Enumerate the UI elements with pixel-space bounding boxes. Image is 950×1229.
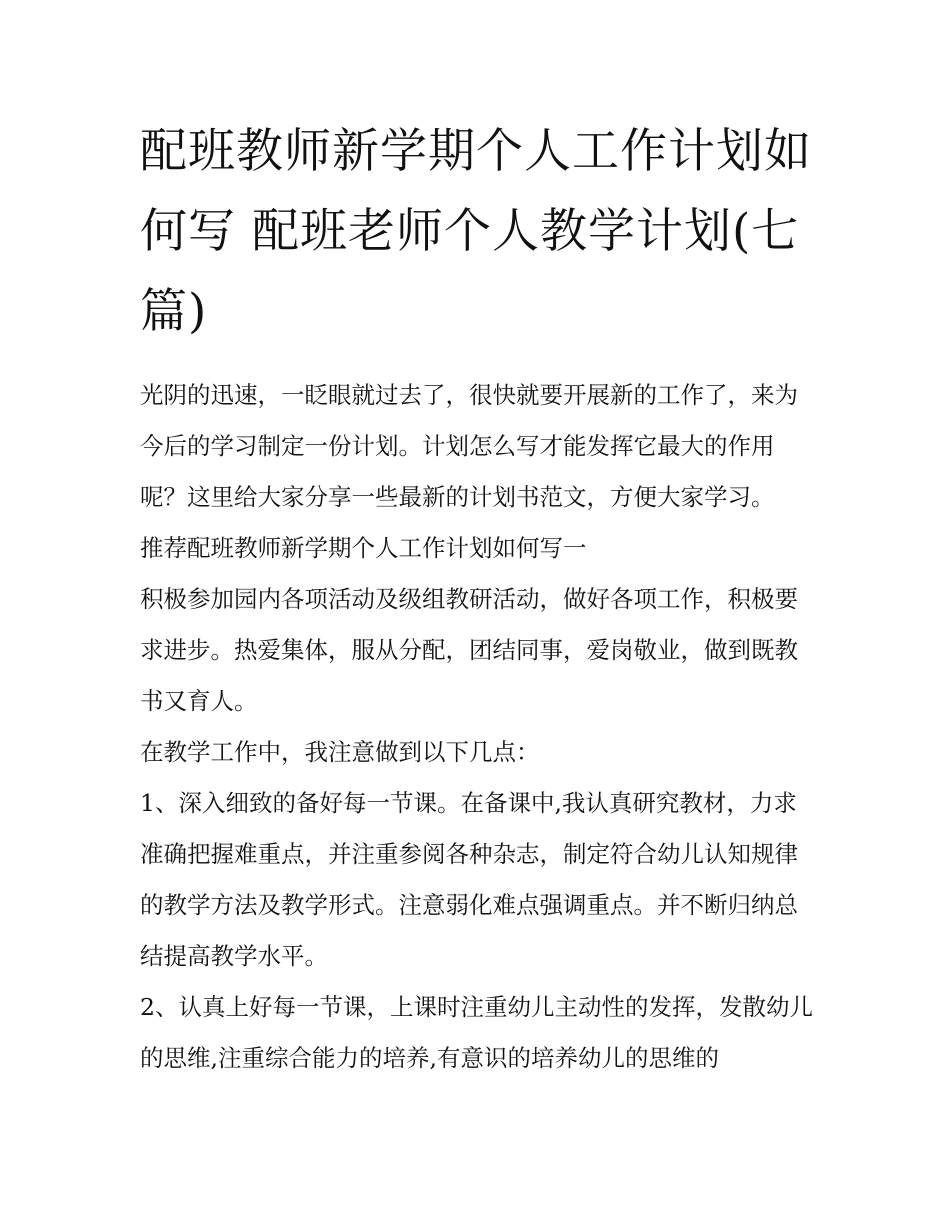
section-heading: 推荐配班教师新学期个人工作计划如何写一: [140, 534, 587, 562]
list-item-1: 1、深入细致的备好每一节课。在备课中,我认真研究教材，力求准确把握难重点，并注重参阅各种杂志，制定符合幼儿认知规律的教学方法及教学形式。注意弱化难点强调重点。并不断归纳总结提高教学水平。: [140, 789, 798, 970]
intro-paragraph: 光阴的迅速，一眨眼就过去了，很快就要开展新的工作了，来为今后的学习制定一份计划。计划怎么写才能发挥它最大的作用呢？这里给大家分享一些最新的计划书范文，方便大家学习。: [140, 381, 798, 511]
document-page: [140, 112, 820, 1084]
body-paragraph: 积极参加园内各项活动及级组教研活动，做好各项工作，积极要求进步。热爱集体，服从分配，团结同事，爱岗敬业，做到既教书又育人。: [140, 585, 798, 715]
document-title: 配班教师新学期个人工作计划如何写 配班老师个人教学计划(七篇): [140, 124, 812, 339]
list-item-2: 2、认真上好每一节课，上课时注重幼儿主动性的发挥，发散幼儿的思维,注重综合能力的培养,有意识的培养幼儿的思维的: [140, 993, 813, 1072]
body-paragraph: 在教学工作中，我注意做到以下几点：: [140, 738, 540, 766]
